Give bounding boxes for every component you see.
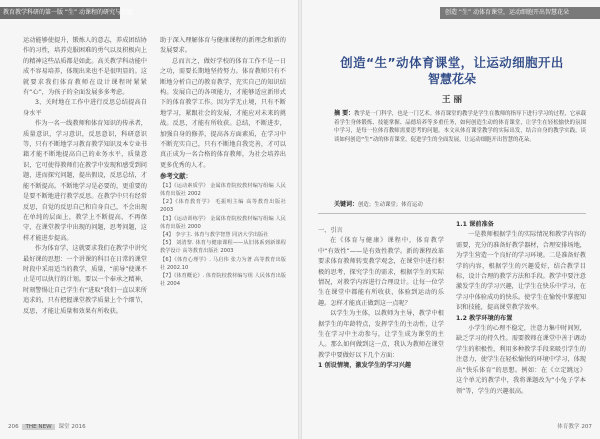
right-running-header: 创造 “生” 动体育课堂，运动细胞开出智慧花朵: [440, 7, 600, 19]
paragraph: 助于深入理解体育与健康课程的新理念和新的发展要求。: [160, 37, 286, 55]
paragraph: 3、关时地在工作中进行反思总结提高自身水平: [23, 99, 147, 117]
right-column-1: [318, 226, 444, 372]
paragraph: 以学生为主体，以教师为主导，教学中根据学生的年龄特点，发挥学生的主动性，让学生在学习中主动参与，让学生成为课堂的主人。那么如何做到这一点，我认为教师在课堂教学中要做好以下几个方面：: [318, 310, 444, 359]
right-column-2: [456, 220, 586, 397]
keywords-label: 关键词：: [334, 201, 359, 208]
left-running-header: 教育教学科研的第一版 “生” 动课程的研究与实践: [0, 7, 120, 19]
magazine-issue: 课堂 2016: [58, 424, 86, 430]
article-title: 创造“生”动体育课堂，让运动细胞开出: [340, 55, 564, 70]
reference-item: 【4】 李宇主. 体育与教学智慧 同济大学出版社: [160, 231, 269, 238]
abstract-label: 摘 要：: [334, 110, 355, 117]
right-footer: [557, 422, 592, 430]
section-heading: 1 创设情境，激发学生的学习兴趣: [318, 362, 412, 370]
paragraph: 作为一名一线教师和体育知识的传承者，质量意识，学习意识，反思意识，科研意识等，只有不断地学习教育教学知识及本专业书籍才能不断地提高自己的业务水平，质量意识，它可使得教师们在教学中发现和感受到问题，进而探究问题，提出假设，反思总结，才能不断提高。不断地学习是必要的，更重要的是要不断地进行教学反思。在教学中只有经常反思，自觉的反思自己和自身自己，不会出现在单纯的层面上，教学上不断提高，不再保守，在课堂教学中出现的问题，思考问题，这样才能进步提高。: [23, 120, 147, 242]
section-heading: 1.2 教学环境的布置: [456, 314, 513, 322]
references-title: 参考文献：: [160, 172, 192, 181]
reference-item: 【2】《体育教育学》 毛振明主编 高等教育出版社 2003: [160, 199, 286, 214]
paragraph: 运动能够使提升，锻炼人的意志，养成团结协作的习性，培养克服困难的勇气以及积极向上的精神这些品质都是如此。高关教学科动能中成不容易培养，体现出来也不是很明显的。这就要求我们体育教师在设计课程时紧紧有“心”，为孩子的全面发展多多考虑。: [23, 37, 147, 97]
paragraph: 总而言之，做好学校的体育工作不是一日之功，需要长期地坚持努力。体育教师只有不断地分析自己的教育教学，充实自己的知识结构。发展自己的各项能力，才能够适应新形式下的体育教学工作。因为学无止境，只有不断地学习，紧跟社会的发展，才能应对未来的挑战。反思，才能有所收获。总结，不断进步，加强自身的修养，提高各方面素质，在学习中不断充实自己，只有不断地自我完善，才可以真正成为一名合格的体育教师，为社会培养出更多优秀的人才。: [160, 57, 286, 169]
page-number: 207: [581, 424, 592, 430]
divider: [318, 213, 586, 214]
reference-item: 【5】 刘清黎. 体育与健康课程——从旧体系到新课程教学设计 高等教育出版社 2003: [160, 240, 286, 255]
author-name: 王 丽: [441, 95, 463, 105]
page-number: 206: [8, 424, 19, 430]
page-gutter: [298, 0, 302, 439]
reference-item: 【6】《体育心理学》. 马启伟 张力为著 高等教育出版社 2002.10: [160, 256, 286, 271]
paragraph: 一是教师根据学生的实际情况和教学内容的需要，充分的准备好教学器材，合理安排场地，为学生营造一个良好的学习环境。二是准备好教学的内容，根据学生的兴趣爱好，结合教学目标，设计合理的教学方法和手段。教学中要注意激发学生的学习兴趣，让学生在快乐中学习，在学习中体验成功的快乐。使学生在愉悦中掌握知识和技能，提高课堂教学效率。: [456, 231, 586, 312]
left-column-1: [23, 36, 147, 317]
keywords: [334, 200, 586, 210]
paragraph: 在《体育与健康》课程中，体育教学中“有效性”——是有效性教学。新的课程改革要求体育教师转变教学观念，在课堂中进行积极的思考，探究学生的需求，根据学生的实际情况，对教学内容进行合理设计。让每一位学生在课堂中都能有所收获，体验到运动的乐趣。怎样才能真正做到这一点呢？: [318, 237, 444, 307]
abstract-text: 教学是一门科学，也是一门艺术。体育课堂的教学是学生在教师的指导下进行学习的过程，它承载着学生身体锻炼、技能掌握、品德培养等多重任务，如何创造生动的体育课堂，让学生在轻松愉快的氛围中学习，是每一位体育教师需要思考的问题。本文从体育课堂教学的实际出发，结合自身的教学实践，谈谈如何创造“生”动的体育课堂，促进学生的全面发展，让运动细胞开出智慧的花朵。: [334, 111, 586, 144]
reference-item: 【1】《运动素质学》 金属体育院校教材编写组编 人民体育出版社 2002: [160, 182, 286, 197]
abstract: [334, 110, 586, 145]
left-column-2: [160, 36, 286, 288]
section-heading: 1.1 课前准备: [456, 221, 494, 228]
article-title-line-2: 智慧花朵: [427, 72, 476, 86]
paragraph: 作为体育学，这就要求我们在教学中讲究最好课的思想：一个讲课的科目在日常的课堂时段中采用适当的教学，质量，“前导”使课不止是可以执行的计划。要以一个奉承之精神，时刻警惕让自己学生有“进取”我们一直以来所追求的，只有把握课堂教学质量上个个细节，反思，才能让质量和效果有所收获。: [23, 245, 147, 315]
reference-item: 【7】《体育概论》. 体育院校教材编写组 人民体育出版社 2004: [160, 272, 286, 288]
magazine-name: THE NEW: [22, 424, 54, 430]
section-intro: 一、引言: [318, 227, 343, 234]
reference-item: 【3】《运动训练学》 金属体育院校教材编写组编 人民体育出版社 2000: [160, 215, 286, 230]
left-footer: [8, 422, 86, 430]
section-label: 体育教学: [557, 424, 580, 430]
paragraph: 小学生的心理不稳定，注意力集中时间短，缺乏学习的持久性。需要教师在课堂中善于调动学生的积极性，利用多种教学手段来吸引学生的注意力，使学生在轻松愉快的环境中学习，体现出“快乐体育”的思想。例如：在《立定跳远》这个单元的教学中，我将课题改为“小兔子学本领”等，学生的兴趣很高。: [456, 325, 586, 395]
keywords-text: 创造；生动课堂；体育运动: [358, 202, 423, 208]
